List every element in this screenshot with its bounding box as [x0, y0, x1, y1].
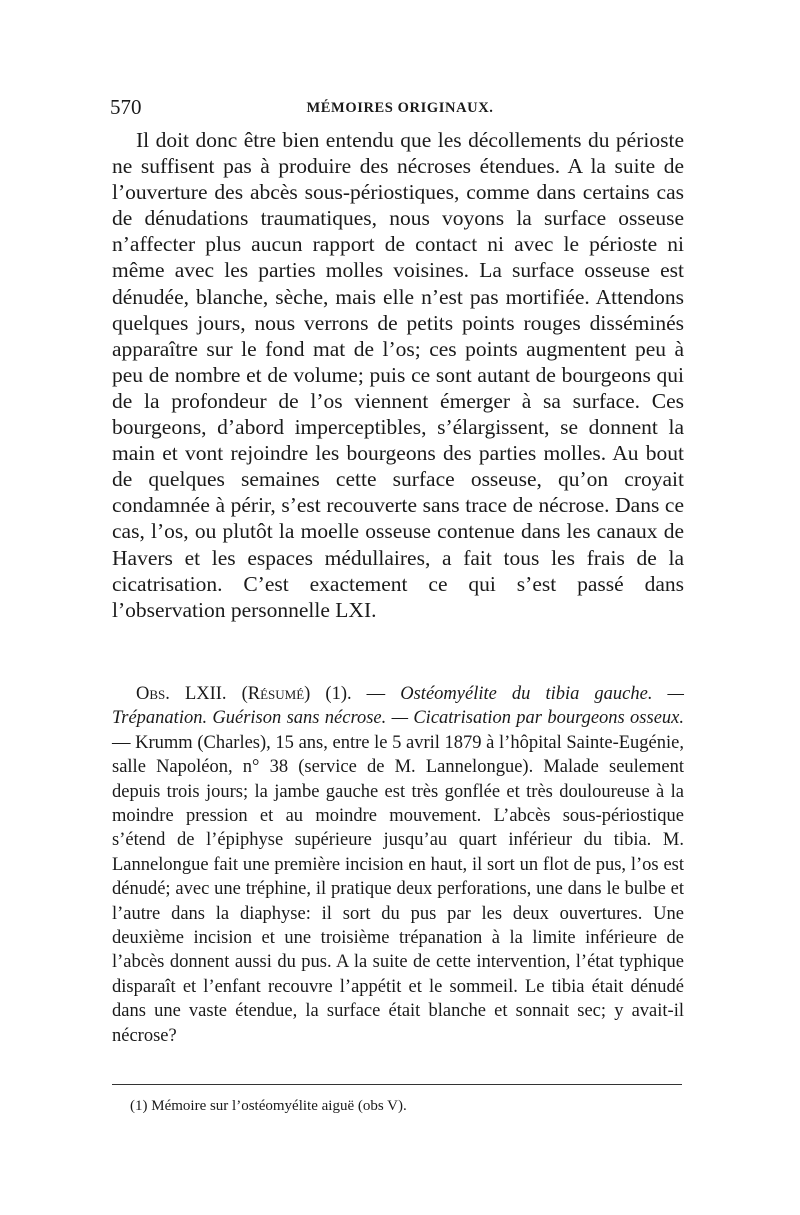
footnote: (1) Mémoire sur l’ostéomyélite aiguë (obs V).	[130, 1098, 407, 1114]
main-text	[112, 127, 684, 623]
observation-text: — Krumm (Charles), 15 ans, entre le 5 avril 1879 à l’hôpital Sainte-Eugénie, salle Napoléon, n° 38 (service de M. Lannelongue). Malade seulement depuis trois jours; la jambe gauche est très gonflée et très douloureuse à la moindre pression et au moindre mouvement. L’abcès sous-périostique s’étend de l’épiphyse supérieure jusqu’au quart inférieur du tibia. M. Lannelongue fait une première incision en haut, il sort un flot de pus, l’os est dénudé; avec une tréphine, il pratique deux perforations, une dans le bulbe et l’autre dans la diaphyse: il sort du pus par les deux ouvertures. Une deuxième incision et une troisième trépanation à la limite inférieure de l’abcès donnent aussi du pus. A la suite de cette intervention, l’état typhique disparaît et l’enfant recouvre l’appétit et le sommeil. Le tibia était dénudé dans une vaste étendue, la surface était blanche et sonnait sec; y avait-il nécrose?	[112, 732, 684, 1046]
observation-title: Ostéomyélite du tibia gauche. —Trépanation. Guérison sans nécrose. — Cicatrisation par bourgeons osseux.	[112, 684, 684, 729]
observation-block	[112, 682, 684, 1048]
footnote-divider	[112, 1084, 682, 1085]
body-paragraph: Il doit donc être bien entendu que les décollements du périoste ne suffisent pas à produire des nécroses étendues. A la suite de l’ouverture des abcès sous-périostiques, comme dans certains cas de dénudations traumatiques, nous voyons la surface osseuse n’affecter plus aucun rapport de contact ni avec le périoste ni même avec les parties molles voisines. La surface osseuse est dénudée, blanche, sèche, mais elle n’est pas mortifiée. Attendons quelques jours, nous verrons de petits points rouges disséminés apparaître sur le fond mat de l’os; ces points augmentent peu à peu de nombre et de volume; puis ce sont autant de bourgeons qui de la profondeur de l’os viennent émerger à sa surface. Ces bourgeons, d’abord imperceptibles, s’élargissent, se donnent la main et vont rejoindre les bourgeons des parties molles. Au bout de quelques semaines cette surface osseuse, qu’on croyait condamnée à périr, s’est recouverte sans trace de nécrose. Dans ce cas, l’os, ou plutôt la moelle osseuse contenue dans les canaux de Havers et les espaces médullaires, a fait tous les frais de la cicatrisation. C’est exactement ce qui s’est passé dans l’observation personnelle LXI.	[112, 128, 684, 622]
observation-paragraph	[112, 682, 684, 1048]
page-number: 570	[110, 95, 142, 119]
running-title: MÉMOIRES ORIGINAUX.	[306, 100, 494, 116]
observation-lead: Obs. LXII. (Résumé) (1). —	[136, 684, 386, 704]
page-header	[110, 95, 690, 125]
